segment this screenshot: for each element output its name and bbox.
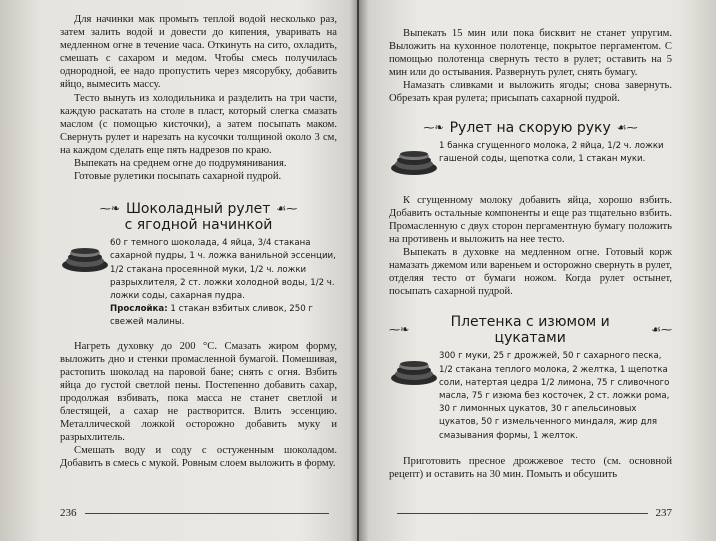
swirl-ornament-icon: ☙⁓ <box>276 202 298 216</box>
ingredients-text: 300 г муки, 25 г дрожжей, 50 г сахарного песка, 1/2 стакана теплого молока, 2 желтка, 1 щепотка соли, натертая цедра 1/2 лимона, 75 г сливочного масла, 75 г изюма без косточек, 2 ст. ложки рома, 30 г лимонных цукатов, 30 г апельсиновых цукатов, 50 г измельченного миндаля, жир для смазывания формы, 1 желток. <box>439 351 670 441</box>
paragraph: Смешать воду и соду с остуженным шоколадом. Добавить в смесь с мукой. Ровным слоем выложить в форму. <box>60 445 337 470</box>
recipe-heading <box>389 314 672 346</box>
footer-rule <box>85 513 330 514</box>
layer-ingredients <box>110 303 337 329</box>
swirl-ornament-icon: ⁓❧ <box>423 120 444 134</box>
recipe-title-line: с ягодной начинкой <box>124 217 273 234</box>
footer-rule <box>397 513 648 514</box>
recipe-title-line: Шоколадный рулет <box>125 201 271 218</box>
right-page <box>359 0 716 541</box>
swirl-ornament-icon: ☙⁓ <box>616 120 638 134</box>
layered-dish-icon <box>60 241 110 277</box>
ingredients-text: 1 банка сгущенного молока, 2 яйца, 1/2 ч. ложки гашеной соды, щепотка соли, 1 стакан муки. <box>439 140 664 164</box>
page-number: 236 <box>60 507 77 519</box>
swirl-ornament-icon: ☙⁓ <box>651 323 672 337</box>
page-footer <box>389 507 672 519</box>
paragraph: Выпекать 15 мин или пока бисквит не станет упругим. Выложить на кухонное полотенце, покрытое пергаментом. С помощью полотенца свернуть тесто в рулет; оставить на 5 мин или до остывания. Развернуть рулет, снять бумагу. <box>389 28 672 79</box>
recipe-title: Рулет на скорую руку <box>449 119 611 136</box>
ingredients-block <box>60 237 337 329</box>
paragraph: Готовые рулетики посыпать сахарной пудрой. <box>74 171 282 183</box>
recipe-title <box>120 201 276 217</box>
paragraph: Для начинки мак промыть теплой водой несколько раз, затем залить водой и довести до кипения, уваривать на медленном огне в течение часа. Откинуть на сито, охладить, смешать с сахаром и медом. Чтобы смесь получилась однородной, ее надо пропустить через мясорубку, добавить яйцо, вымесить массу. <box>60 14 337 91</box>
paragraph: Тесто вынуть из холодильника и разделить на три части, каждую раскатать на столе в пласт, который слегка смазать маслом (с помощью кисточки), а затем посыпать маком. Свернуть рулет и нарезать на кусочки толщиной около 3 см, на каждом сделать еще пять надрезов по краю. <box>60 92 337 156</box>
recipe-title: Плетенка с изюмом и цукатами <box>450 314 610 347</box>
layer-text: 1 стакан взбитых сливок, 250 г свежей малины. <box>110 304 313 328</box>
layered-dish-icon <box>389 144 439 180</box>
paragraph: Выпекать в духовке на медленном огне. Готовый корж намазать джемом или вареньем и осторожно свернуть в рулет, отделяя тесто от бумаги ножом. Когда рулет остынет, посыпать сахарной пудрой. <box>389 246 672 298</box>
swirl-ornament-icon: ⁓❧ <box>389 323 410 337</box>
page-number: 237 <box>655 507 672 519</box>
layered-dish-icon <box>389 354 439 390</box>
paragraph: К сгущенному молоку добавить яйца, хорошо взбить. Добавить остальные компоненты и еще раз тщательно взбить. Промасленную с двух сторон пергаментную бумагу положить на противень и выложить на нее тесто. <box>389 194 672 245</box>
recipe-heading <box>60 201 337 217</box>
page-footer <box>60 507 337 519</box>
paragraph: Намазать сливками и выложить ягоды; снова завернуть. Обрезать края рулета; присыпать сахарной пудрой. <box>389 80 672 105</box>
ingredients-block <box>389 140 672 180</box>
ingredients-text: 60 г темного шоколада, 4 яйца, 3/4 стакана сахарной пудры, 1 ч. ложка ванильной эссенции, 1/2 стакана просеянной муки, 1/2 ч. ложки разрыхлителя, 2 ст. ложки холодной воды, 1/2 ч. ложки соды, сахарная пудра. <box>110 238 336 302</box>
recipe-heading <box>389 120 672 136</box>
recipe-subtitle <box>60 217 337 233</box>
paragraph: Приготовить пресное дрожжевое тесто (см. основной рецепт) и оставить на 30 мин. Помыть и обсушить <box>389 455 672 480</box>
swirl-ornament-icon: ⁓❧ <box>99 202 120 216</box>
paragraph: Выпекать на среднем огне до подрумянивания. <box>74 158 287 170</box>
paragraph: Нагреть духовку до 200 °С. Смазать жиром форму, выложить дно и стенки промасленной бумагой. Помешивая, растопить шоколад на паровой бане; снять с огня. Взбить яйца до густой светлой пены. Постепенно добавить сахар, продолжая взбивать, пока масса не станет светлой и блестящей, а сахар не растворится. Влить эссенцию. Металлической ложкой осторожно добавить муку и разрыхлитель. <box>60 340 337 444</box>
ingredients-block <box>389 350 672 442</box>
layer-label: Прослойка: <box>110 304 168 315</box>
left-page <box>0 0 357 541</box>
